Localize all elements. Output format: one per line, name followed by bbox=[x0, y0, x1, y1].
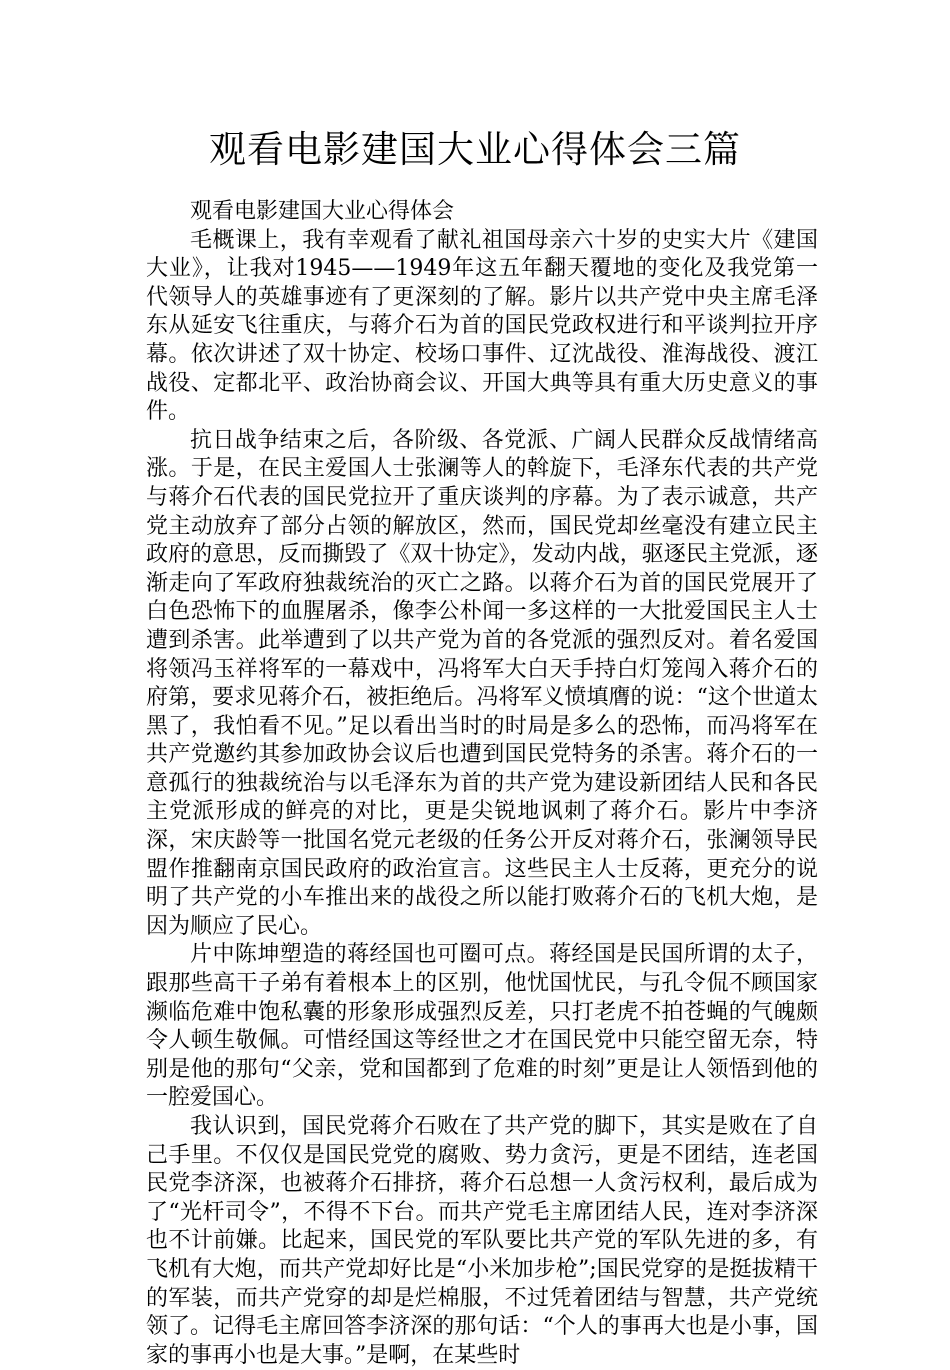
document-body bbox=[146, 198, 818, 1370]
paragraph: 毛概课上，我有幸观看了献礼祖国母亲六十岁的史实大片《建国大业》，让我对1945——1949年这五年翻天覆地的变化及我党第一代领导人的英雄事迹有了更深刻的了解。影片以共产党中央主席毛泽东从延安飞往重庆，与蒋介石为首的国民党政权进行和平谈判拉开序幕。依次讲述了双十协定、校场口事件、辽沈战役、淮海战役、渡江战役、定都北平、政治协商会议、开国大典等具有重大历史意义的事件。 bbox=[146, 227, 818, 425]
document-title: 观看电影建国大业心得体会三篇 bbox=[209, 128, 741, 171]
paragraph: 抗日战争结束之后，各阶级、各党派、广阔人民群众反战情绪高涨。于是，在民主爱国人士张澜等人的斡旋下，毛泽东代表的共产党与蒋介石代表的国民党拉开了重庆谈判的序幕。为了表示诚意，共产党主动放弃了部分占领的解放区，然而，国民党却丝毫没有建立民主政府的意思，反而撕毁了《双十协定》，发动内战，驱逐民主党派，逐渐走向了军政府独裁统治的灭亡之路。以蒋介石为首的国民党展开了白色恐怖下的血腥屠杀，像李公朴闻一多这样的一大批爱国民主人士遭到杀害。此举遭到了以共产党为首的各党派的强烈反对。着名爱国将领冯玉祥将军的一幕戏中，冯将军大白天手持白灯笼闯入蒋介石的府第，要求见蒋介石，被拒绝后。冯将军义愤填膺的说：“这个世道太黑了，我怕看不见。”足以看出当时的时局是多么的恐怖，而冯将军在共产党邀约其参加政协会议后也遭到国民党特务的杀害。蒋介石的一意孤行的独裁统治与以毛泽东为首的共产党为建设新团结人民和各民主党派形成的鲜亮的对比，更是尖锐地讽刺了蒋介石。影片中李济深，宋庆龄等一批国名党元老级的任务公开反对蒋介石，张澜领导民盟作推翻南京国民政府的政治宣言。这些民主人士反蒋，更充分的说明了共产党的小车推出来的战役之所以能打败蒋介石的飞机大炮，是因为顺应了民心。 bbox=[146, 427, 818, 939]
paragraph: 片中陈坤塑造的蒋经国也可圈可点。蒋经国是民国所谓的太子，跟那些高干子弟有着根本上的区别，他忧国忧民，与孔令侃不顾国家濒临危难中饱私囊的形象形成强烈反差，只打老虎不拍苍蝇的气魄颇令人顿生敬佩。可惜经国这等经世之才在国民党中只能空留无奈，特别是他的那句“父亲，党和国都到了危难的时刻”更是让人领悟到他的一腔爱国心。 bbox=[146, 942, 818, 1111]
paragraph: 我认识到，国民党蒋介石败在了共产党的脚下，其实是败在了自己手里。不仅仅是国民党党的腐败、势力贪污，更是不团结，连老国民党李济深，也被蒋介石排挤，蒋介石总想一人贪污权利，最后成为了“光杆司令”，不得不下台。而共产党毛主席团结人民，连对李济深也不计前嫌。比起来，国民党的军队要比共产党的军队先进的多，有飞机有大炮，而共产党却好比是“小米加步枪”;国民党穿的是挺拔精干的军装，而共产党穿的却是烂棉服，不过凭着团结与智慧，共产党统领了。记得毛主席回答李济深的那句话：“个人的事再大也是小事，国家的事再小也是大事。”是啊，在某些时 bbox=[146, 1114, 818, 1368]
paragraph-subtitle: 观看电影建国大业心得体会 bbox=[190, 199, 455, 224]
